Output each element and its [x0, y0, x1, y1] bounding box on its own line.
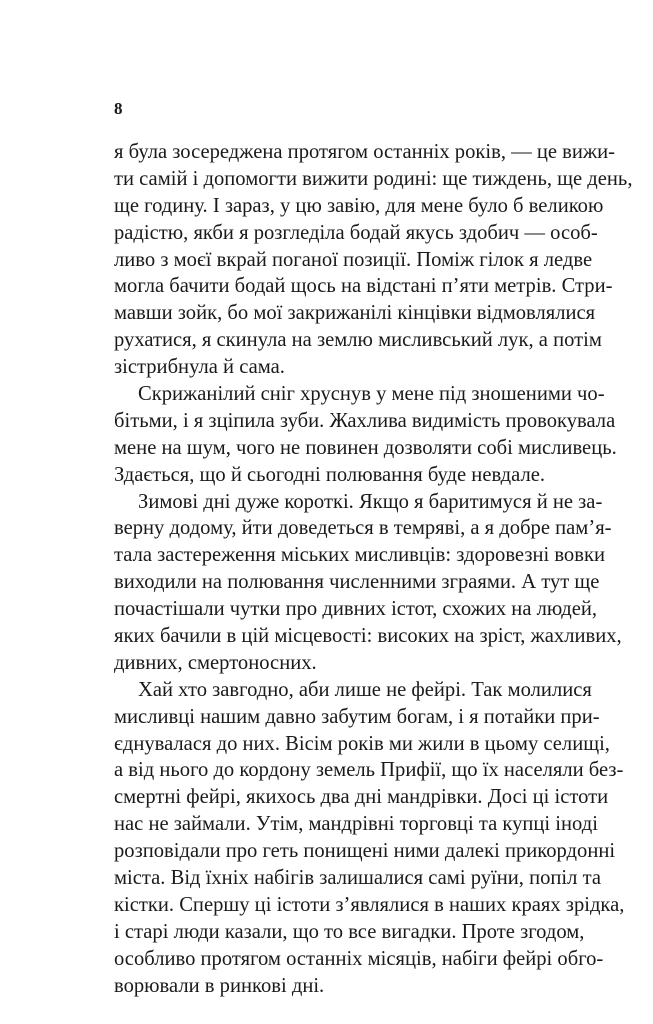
text-line: а від нього до кордону земель Прифії, що їх населяли без- [114, 759, 624, 782]
text-line: дивних, смертоносних. [114, 651, 317, 674]
text-line: і старі люди казали, що то все вигадки. Проте згодом, [114, 920, 585, 943]
text-line: ливо з моєї вкрай поганої позиції. Поміж гілок я ледве [114, 248, 593, 271]
text-line: почастішали чутки про дивних істот, схожих на людей, [114, 598, 598, 621]
text-line: рухатися, я скинула на землю мисливський лук, а потім [114, 329, 602, 352]
text-line: верну додому, йти доведеться в темряві, а я добре пам’я- [114, 517, 612, 540]
text-line: виходили на полювання численними зграями. А тут ще [114, 571, 600, 594]
text-line: мисливці нашим давно забутим богам, і я потайки при- [114, 705, 600, 728]
text-line: ти самій і допомогти вижити родині: ще тиждень, ще день, [114, 167, 633, 190]
text-line: мавши зойк, бо мої закрижанілі кінцівки відмовлялися [114, 302, 596, 325]
paragraph-first-line: Скрижанілий сніг хруснув у мене під зношеними чо- [138, 383, 605, 406]
text-line: бітьми, і я зціпила зуби. Жахлива видимість провокувала [114, 409, 616, 432]
text-line: розповідали про геть понищені ними далекі прикордонні [114, 840, 616, 863]
text-line: мене на шум, чого не повинен дозволяти собі мисливець. [114, 436, 617, 459]
text-line: зістрибнула й сама. [114, 356, 285, 379]
text-line: єднувалася до них. Вісім років ми жили в цьому селищі, [114, 732, 610, 755]
text-line: смертні фейрі, якихось два дні мандрівки. Досі ці істоти [114, 786, 609, 809]
text-line: тала застереження міських мисливців: здоровезні вовки [114, 544, 605, 567]
paragraph-first-line: Зимові дні дуже короткі. Якщо я баритимуся й не за- [138, 490, 603, 513]
text-line: ще годину. І зараз, у цю завію, для мене було б великою [114, 194, 604, 217]
text-line: ворювали в ринкові дні. [114, 974, 325, 997]
body-text [114, 139, 633, 1000]
text-line: Здається, що й сьогодні полювання буде невдале. [114, 463, 546, 486]
page-number: 8 [114, 99, 123, 118]
text-line: яких бачили в цій місцевості: високих на зріст, жахливих, [114, 625, 622, 648]
text-line: кістки. Спершу ці істоти з’являлися в наших краях зрідка, [114, 893, 625, 916]
text-line: нас не займали. Утім, мандрівні торговці та купці іноді [114, 813, 598, 836]
text-line: радістю, якби я розгледіла бодай якусь здобич — особ- [114, 221, 598, 244]
text-line: могла бачити бодай щось на відстані п’яти метрів. Стри- [114, 275, 613, 298]
text-line: я була зосереджена протягом останніх років, — це вижи- [114, 141, 616, 163]
paragraph-first-line: Хай хто завгодно, аби лише не фейрі. Так молилися [138, 678, 592, 701]
text-line: особливо протягом останніх місяців, набіги фейрі обго- [114, 947, 604, 970]
text-line: міста. Від їхніх набігів залишалися самі руїни, попіл та [114, 867, 601, 890]
